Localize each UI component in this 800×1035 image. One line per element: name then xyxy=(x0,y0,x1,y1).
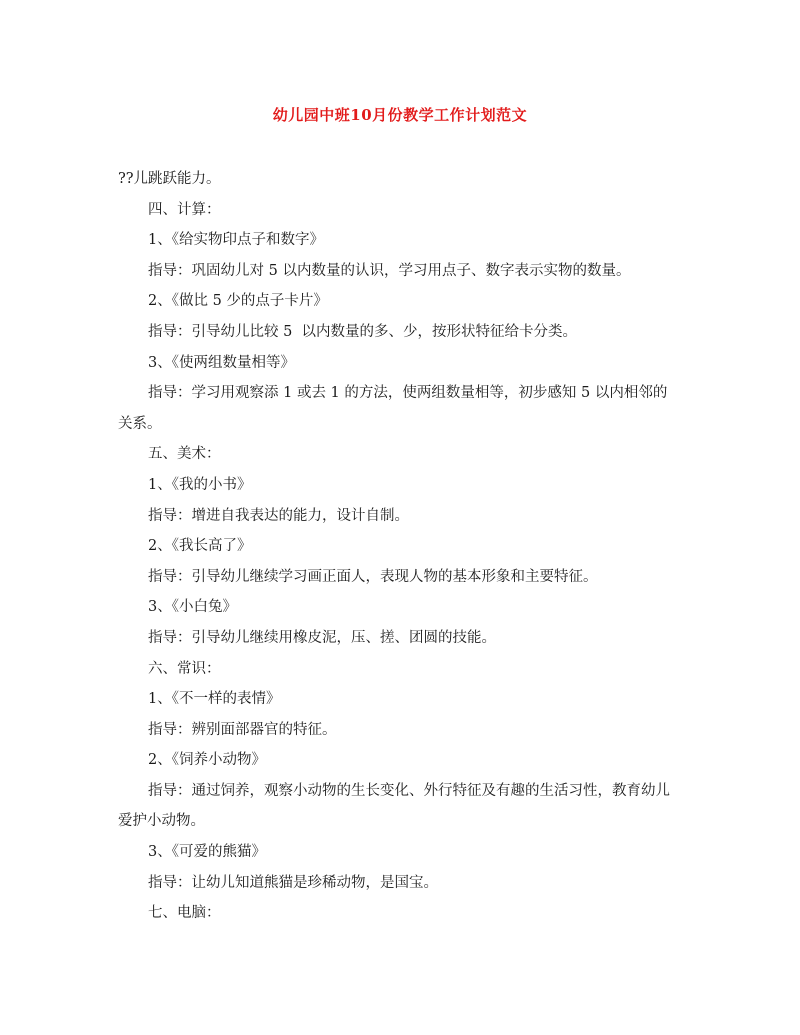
paragraph: 2、《我长高了》 xyxy=(148,538,252,555)
document-title: 幼儿园中班10月份教学工作计划范文 xyxy=(272,106,528,124)
paragraph: 3、《使两组数量相等》 xyxy=(148,354,295,371)
paragraph: 2、《做比 5 少的点子卡片》 xyxy=(148,293,328,310)
paragraph: 七、电脑： xyxy=(148,905,221,922)
paragraph: 指导：学习用观察添 1 或去 1 的方法，使两组数量相等，初步感知 5 以内相邻的关系。 xyxy=(118,385,668,432)
paragraph: 1、《不一样的表情》 xyxy=(148,691,281,708)
paragraph: 指导：通过饲养，观察小动物的生长变化、外行特征及有趣的生活习性，教育幼儿爱护小动物。 xyxy=(118,782,670,830)
paragraph: 指导：引导幼儿继续学习画正面人，表现人物的基本形象和主要特征。 xyxy=(148,568,598,585)
paragraph: 指导：引导幼儿继续用橡皮泥，压、搓、团圆的技能。 xyxy=(148,629,496,646)
paragraph: 指导：增进自我表达的能力，设计自制。 xyxy=(148,507,409,524)
paragraph: ??儿跳跃能力。 xyxy=(118,171,221,187)
paragraph: 3、《可爱的熊猫》 xyxy=(148,844,266,861)
paragraph: 指导：让幼儿知道熊猫是珍稀动物，是国宝。 xyxy=(148,874,438,891)
paragraph: 2、《饲养小动物》 xyxy=(148,752,266,769)
paragraph: 六、常识： xyxy=(148,660,221,677)
paragraph: 3、《小白兔》 xyxy=(148,599,237,616)
paragraph: 四、计算： xyxy=(148,201,221,218)
paragraph: 1、《给实物印点子和数字》 xyxy=(148,232,324,249)
paragraph: 指导：辨别面部器官的特征。 xyxy=(148,721,337,738)
paragraph: 1、《我的小书》 xyxy=(148,476,252,493)
paragraph: 指导：引导幼儿比较 5 以内数量的多、少，按形状特征给卡分类。 xyxy=(148,323,578,340)
paragraph: 五、美术： xyxy=(148,446,221,463)
paragraph: 指导：巩固幼儿对 5 以内数量的认识，学习用点子、数字表示实物的数量。 xyxy=(148,262,631,279)
document-body xyxy=(118,164,678,929)
